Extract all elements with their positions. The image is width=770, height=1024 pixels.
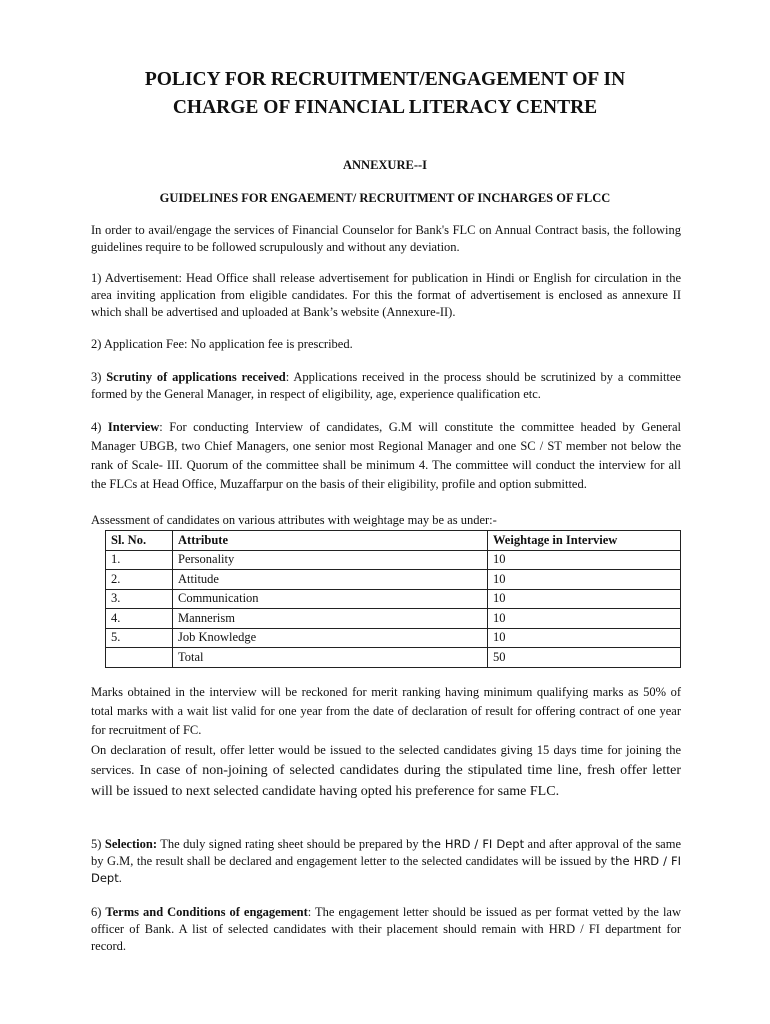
table-header-row xyxy=(106,531,681,551)
selection-hrd-1: the HRD / FI Dept xyxy=(422,837,525,851)
section-terms xyxy=(91,904,681,955)
scrutiny-heading: Scrutiny of applications received xyxy=(106,370,286,384)
cell-empty xyxy=(106,648,173,668)
document-title xyxy=(0,66,770,122)
declaration-paragraph xyxy=(91,740,681,802)
cell-weightage: 10 xyxy=(488,570,681,590)
table-total-row xyxy=(106,648,681,668)
intro-paragraph: In order to avail/engage the services of Financial Counselor for Bank's FLC on Annual Contract basis, the following guidelines require to be followed scrupulously and without any deviation. xyxy=(91,223,681,254)
cell-sl-no: 5. xyxy=(106,628,173,648)
cell-sl-no: 4. xyxy=(106,609,173,629)
cell-sl-no: 3. xyxy=(106,589,173,609)
cell-sl-no: 2. xyxy=(106,570,173,590)
selection-text-b: and after approval of the same by G.M, the result shall be declared and engagement letter to the selected candidates will be issued by xyxy=(91,837,681,868)
selection-number: 5) xyxy=(91,837,105,851)
cell-weightage: 10 xyxy=(488,550,681,570)
selection-text-a: The duly signed rating sheet should be prepared by xyxy=(156,837,423,851)
cell-weightage: 10 xyxy=(488,589,681,609)
scrutiny-text: : Applications received in the process should be scrutinized by a committee formed by the General Manager, in respect of eligibility, age, experience qualification etc. xyxy=(91,370,681,401)
table-row xyxy=(106,628,681,648)
section-selection xyxy=(91,836,681,887)
interview-heading: Interview xyxy=(107,420,160,434)
cell-weightage: 10 xyxy=(488,628,681,648)
selection-heading: Selection: xyxy=(104,837,157,851)
title-line-2: CHARGE OF FINANCIAL LITERACY CENTRE xyxy=(172,97,598,118)
title-line-1: POLICY FOR RECRUITMENT/ENGAGEMENT OF IN xyxy=(144,69,626,90)
header-sl-no: Sl. No. xyxy=(106,531,173,551)
cell-weightage: 10 xyxy=(488,609,681,629)
scrutiny-number: 3) xyxy=(91,370,107,384)
marks-paragraph: Marks obtained in the interview will be reckoned for merit ranking having minimum qualifying marks as 50% of total marks with a wait list valid for one year from the date of declaration of result for offering contract of one year for recruitment of FC. xyxy=(91,685,681,737)
cell-sl-no: 1. xyxy=(106,550,173,570)
table-row xyxy=(106,570,681,590)
cell-attribute: Attitude xyxy=(173,570,488,590)
header-attribute: Attribute xyxy=(173,531,488,551)
cell-attribute: Job Knowledge xyxy=(173,628,488,648)
annexure-heading: ANNEXURE--I xyxy=(342,158,428,172)
cell-attribute: Communication xyxy=(173,589,488,609)
declaration-text-b: In case of non-joining of selected candidates during the stipulated time line, fresh offer letter will be issued to next selected candidate having opted his preference for same FLC. xyxy=(91,763,681,799)
section-advertisement: 1) Advertisement: Head Office shall release advertisement for publication in Hindi or English for circulation in the area inviting application from eligible candidates. For this the format of advertisement is enclosed as annexure II which shall be advertised and uploaded at Bank’s website (Annexure-II). xyxy=(91,271,681,319)
terms-heading: Terms and Conditions of engagement xyxy=(105,905,308,919)
interview-number: 4) xyxy=(91,420,108,434)
assessment-table xyxy=(105,530,681,668)
cell-attribute: Personality xyxy=(173,550,488,570)
table-row xyxy=(106,589,681,609)
table-row xyxy=(106,550,681,570)
declaration-text-a: On declaration of result, offer letter would be issued to the selected candidates giving 15 days time for joining the services. xyxy=(91,743,681,777)
assessment-intro: Assessment of candidates on various attributes with weightage may be as under:- xyxy=(91,513,497,527)
terms-text: : The engagement letter should be issued as per format vetted by the law officer of Bank. A list of selected candidates with their placement should remain with HRD / FI department for record. xyxy=(91,905,682,953)
section-interview xyxy=(91,418,681,494)
cell-attribute: Mannerism xyxy=(173,609,488,629)
interview-text: : For conducting Interview of candidates, G.M will constitute the committee headed by General Manager UBGB, two Chief Managers, one senior most Regional Manager and one SC / ST member not below the rank of Scale- III. Quorum of the committee shall be minimum 4. The committee will conduct the interview for all the FLCs at Head Office, Muzaffarpur on the basis of their eligibility, profile and option submitted. xyxy=(91,420,681,491)
guidelines-heading: GUIDELINES FOR ENGAEMENT/ RECRUITMENT OF INCHARGES OF FLCC xyxy=(159,191,611,205)
selection-hrd-2: the HRD / FI Dept xyxy=(91,854,681,885)
total-value: 50 xyxy=(488,648,681,668)
header-weightage: Weightage in Interview xyxy=(488,531,681,551)
section-scrutiny xyxy=(91,369,681,403)
total-label: Total xyxy=(173,648,488,668)
table-row xyxy=(106,609,681,629)
terms-number: 6) xyxy=(91,905,106,919)
selection-end: . xyxy=(118,871,122,885)
section-application-fee: 2) Application Fee: No application fee is prescribed. xyxy=(91,337,353,351)
